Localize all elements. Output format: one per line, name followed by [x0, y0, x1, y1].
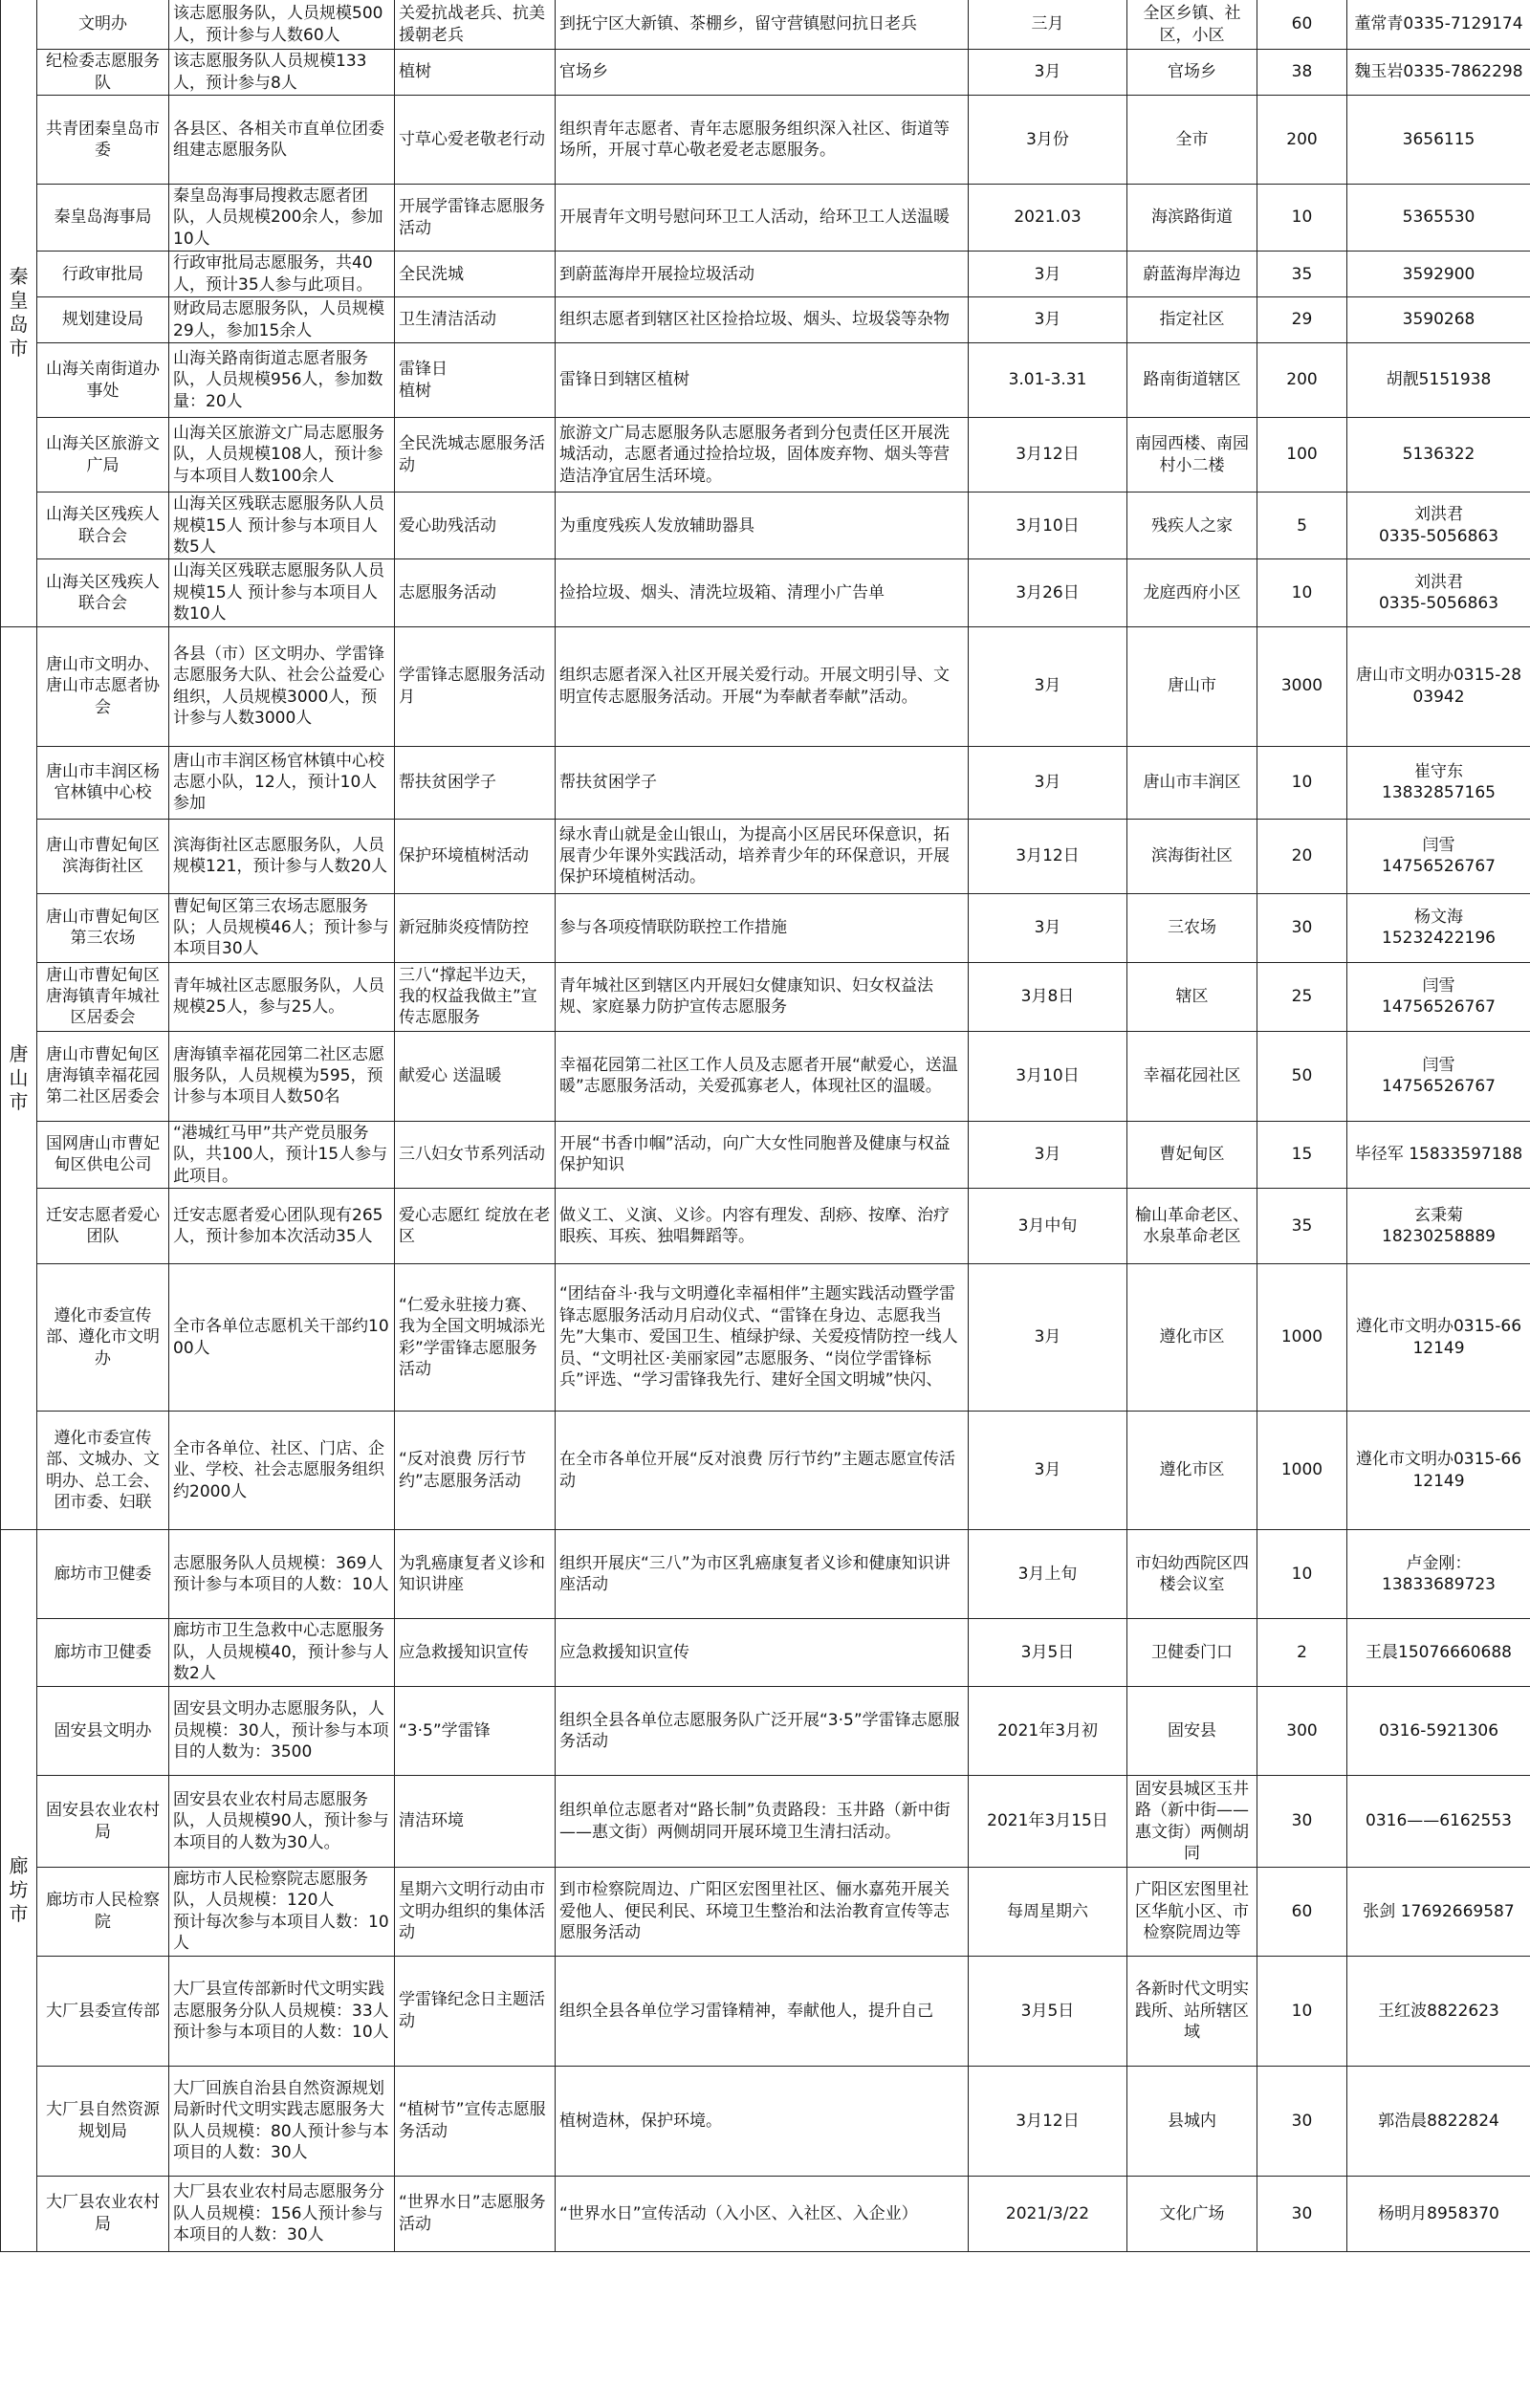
team-cell: 唐山市丰润区杨官林镇中心校志愿小队，12人，预计10人参加 — [169, 746, 395, 819]
participant-count-cell: 50 — [1257, 1031, 1347, 1121]
team-cell: “港城红马甲”共产党员服务队，共100人，预计15人参与此项目。 — [169, 1121, 395, 1188]
unit-cell: 秦皇岛海事局 — [37, 185, 169, 252]
table-row — [1, 0, 1530, 50]
place-cell: 指定社区 — [1127, 297, 1257, 343]
content-cell: 植树造林，保护环境。 — [556, 2066, 969, 2176]
place-cell: 卫健委门口 — [1127, 1619, 1257, 1687]
place-cell: 曹妃甸区 — [1127, 1121, 1257, 1188]
time-cell: 3月份 — [969, 96, 1127, 185]
unit-cell: 山海关区残疾人联合会 — [37, 559, 169, 626]
content-cell: “团结奋斗·我与文明遵化幸福相伴”主题实践活动暨学雷锋志愿服务活动月启动仪式、“雷锋在身边、志愿我当先”大集市、爱国卫生、植绿护绿、关爱疫情防控一线人员、“文明社区·美丽家园”志愿服务、“岗位学雷锋标兵”评选、“学习雷锋我先行、建好全国文明城”快闪、 — [556, 1264, 969, 1412]
time-cell: 3月 — [969, 746, 1127, 819]
team-cell: 廊坊市人民检察院志愿服务队，人员规模：120人 预计每次参与本项目人数：10人 — [169, 1868, 395, 1957]
content-cell: 组织志愿者深入社区开展关爱行动。开展文明引导、文明宣传志愿服务活动。开展“为奉献者奉献”活动。 — [556, 626, 969, 746]
participant-count-cell: 20 — [1257, 819, 1347, 893]
contact-cell: 王红波8822623 — [1347, 1956, 1530, 2066]
content-cell: 绿水青山就是金山银山，为提高小区居民环保意识，拓展青少年课外实践活动，培养青少年的环保意识，开展保护环境植树活动。 — [556, 819, 969, 893]
contact-cell: 崔守东 13832857165 — [1347, 746, 1530, 819]
table-row — [1, 626, 1530, 746]
place-cell: 南园西楼、南园村小二楼 — [1127, 418, 1257, 493]
place-cell: 蔚蓝海岸海边 — [1127, 252, 1257, 297]
table-row — [1, 962, 1530, 1031]
place-cell: 辖区 — [1127, 962, 1257, 1031]
team-cell: 全市各单位志愿机关干部约1000人 — [169, 1264, 395, 1412]
project-cell: 志愿服务活动 — [395, 559, 556, 626]
content-cell: 捡拾垃圾、烟头、清洗垃圾箱、清理小广告单 — [556, 559, 969, 626]
participant-count-cell: 200 — [1257, 343, 1347, 418]
team-cell: 财政局志愿服务队，人员规模29人，参加15余人 — [169, 297, 395, 343]
content-cell: 旅游文广局志愿服务队志愿服务者到分包责任区开展洗城活动，志愿者通过捡拾垃圾，固体废弃物、烟头等营造洁净宜居生活环境。 — [556, 418, 969, 493]
contact-cell: 5136322 — [1347, 418, 1530, 493]
place-cell: 幸福花园社区 — [1127, 1031, 1257, 1121]
team-cell: 固安县文明办志愿服务队，人员规模：30人，预计参与本项目的人数为：3500 — [169, 1687, 395, 1776]
participant-count-cell: 10 — [1257, 1530, 1347, 1619]
unit-cell: 廊坊市卫健委 — [37, 1530, 169, 1619]
unit-cell: 固安县文明办 — [37, 1687, 169, 1776]
team-cell: 各县区、各相关市直单位团委组建志愿服务队 — [169, 96, 395, 185]
participant-count-cell: 60 — [1257, 0, 1347, 50]
table-row — [1, 893, 1530, 962]
participant-count-cell: 29 — [1257, 297, 1347, 343]
contact-cell: 闫雪 14756526767 — [1347, 819, 1530, 893]
team-cell: 全市各单位、社区、门店、企业、学校、社会志愿服务组织约2000人 — [169, 1412, 395, 1530]
contact-cell: 遵化市文明办0315-6612149 — [1347, 1264, 1530, 1412]
unit-cell: 遵化市委宣传部、文城办、文明办、总工会、团市委、妇联 — [37, 1412, 169, 1530]
team-cell: 山海关区残联志愿服务队人员规模15人 预计参与本项目人数10人 — [169, 559, 395, 626]
team-cell: 该志愿服务队人员规模133人，预计参与8人 — [169, 50, 395, 96]
contact-cell: 3656115 — [1347, 96, 1530, 185]
table-row — [1, 1264, 1530, 1412]
participant-count-cell: 100 — [1257, 418, 1347, 493]
unit-cell: 遵化市委宣传部、遵化市文明办 — [37, 1264, 169, 1412]
participant-count-cell: 30 — [1257, 2176, 1347, 2251]
contact-cell: 0316——6162553 — [1347, 1776, 1530, 1868]
contact-cell: 魏玉岩0335-7862298 — [1347, 50, 1530, 96]
project-cell: 为乳癌康复者义诊和知识讲座 — [395, 1530, 556, 1619]
project-cell: 学雷锋纪念日主题活动 — [395, 1956, 556, 2066]
unit-cell: 唐山市曹妃甸区滨海街社区 — [37, 819, 169, 893]
time-cell: 3月 — [969, 1264, 1127, 1412]
place-cell: 路南街道辖区 — [1127, 343, 1257, 418]
team-cell: 山海关路南街道志愿者服务队，人员规模956人，参加数量：20人 — [169, 343, 395, 418]
team-cell: 山海关区旅游文广局志愿服务队，人员规模108人，预计参与本项目人数100余人 — [169, 418, 395, 493]
content-cell: 在全市各单位开展“反对浪费 厉行节约”主题志愿宣传活动 — [556, 1412, 969, 1530]
unit-cell: 廊坊市卫健委 — [37, 1619, 169, 1687]
table-row — [1, 297, 1530, 343]
place-cell: 滨海街社区 — [1127, 819, 1257, 893]
participant-count-cell: 5 — [1257, 493, 1347, 559]
project-cell: 关爱抗战老兵、抗美援朝老兵 — [395, 0, 556, 50]
participant-count-cell: 25 — [1257, 962, 1347, 1031]
time-cell: 3月10日 — [969, 1031, 1127, 1121]
time-cell: 3月 — [969, 297, 1127, 343]
team-cell: 曹妃甸区第三农场志愿服务队；人员规模46人；预计参与本项目30人 — [169, 893, 395, 962]
place-cell: 遵化市区 — [1127, 1264, 1257, 1412]
contact-cell: 5365530 — [1347, 185, 1530, 252]
table-row — [1, 343, 1530, 418]
place-cell: 遵化市区 — [1127, 1412, 1257, 1530]
content-cell: 参与各项疫情联防联控工作措施 — [556, 893, 969, 962]
contact-cell: 0316-5921306 — [1347, 1687, 1530, 1776]
content-cell: 幸福花园第二社区工作人员及志愿者开展“献爱心，送温暖”志愿服务活动，关爱孤寡老人，体现社区的温暖。 — [556, 1031, 969, 1121]
team-cell: 山海关区残联志愿服务队人员规模15人 预计参与本项目人数5人 — [169, 493, 395, 559]
contact-cell: 闫雪 14756526767 — [1347, 1031, 1530, 1121]
table-row — [1, 50, 1530, 96]
city-cell — [1, 1530, 37, 2252]
time-cell: 3月上旬 — [969, 1530, 1127, 1619]
project-cell: 三八妇女节系列活动 — [395, 1121, 556, 1188]
time-cell: 3月26日 — [969, 559, 1127, 626]
table-row — [1, 493, 1530, 559]
contact-cell: 3590268 — [1347, 297, 1530, 343]
content-cell: 开展青年文明号慰问环卫工人活动，给环卫工人送温暖 — [556, 185, 969, 252]
team-cell: 大厂县农业农村局志愿服务分队人员规模：156人预计参与本项目的人数：30人 — [169, 2176, 395, 2251]
content-cell: 组织青年志愿者、青年志愿服务组织深入社区、街道等场所，开展寸草心敬老爱老志愿服务。 — [556, 96, 969, 185]
team-cell: 志愿服务队人员规模：369人 预计参与本项目的人数：10人 — [169, 1530, 395, 1619]
time-cell: 3.01-3.31 — [969, 343, 1127, 418]
team-cell: 滨海街社区志愿服务队，人员规模121，预计参与人数20人 — [169, 819, 395, 893]
participant-count-cell: 30 — [1257, 2066, 1347, 2176]
participant-count-cell: 10 — [1257, 185, 1347, 252]
place-cell: 海滨路街道 — [1127, 185, 1257, 252]
content-cell: 官场乡 — [556, 50, 969, 96]
project-cell: 学雷锋志愿服务活动月 — [395, 626, 556, 746]
contact-cell: 卢金刚： 13833689723 — [1347, 1530, 1530, 1619]
unit-cell: 唐山市文明办、唐山市志愿者协会 — [37, 626, 169, 746]
project-cell: 植树 — [395, 50, 556, 96]
table-row — [1, 1619, 1530, 1687]
content-cell: 组织单位志愿者对“路长制”负责路段：玉井路（新中街——惠文街）两侧胡同开展环境卫生清扫活动。 — [556, 1776, 969, 1868]
table-row — [1, 252, 1530, 297]
table-row — [1, 185, 1530, 252]
place-cell: 唐山市丰润区 — [1127, 746, 1257, 819]
team-cell: 行政审批局志愿服务，共40人，预计35人参与此项目。 — [169, 252, 395, 297]
project-cell: 爱心志愿红 绽放在老区 — [395, 1189, 556, 1264]
unit-cell: 纪检委志愿服务队 — [37, 50, 169, 96]
content-cell: 应急救援知识宣传 — [556, 1619, 969, 1687]
content-cell: 组织志愿者到辖区社区捡拾垃圾、烟头、垃圾袋等杂物 — [556, 297, 969, 343]
contact-cell: 张剑 17692669587 — [1347, 1868, 1530, 1957]
project-cell: 卫生清洁活动 — [395, 297, 556, 343]
city-name: 唐山市 — [9, 1041, 29, 1113]
city-name: 廊坊市 — [9, 1854, 29, 1926]
time-cell: 3月12日 — [969, 418, 1127, 493]
participant-count-cell: 10 — [1257, 559, 1347, 626]
project-cell: “反对浪费 厉行节约”志愿服务活动 — [395, 1412, 556, 1530]
team-cell: 该志愿服务队，人员规模500人，预计参与人数60人 — [169, 0, 395, 50]
contact-cell: 刘洪君 0335-5056863 — [1347, 559, 1530, 626]
contact-cell: 王晨15076660688 — [1347, 1619, 1530, 1687]
place-cell: 榆山革命老区、水泉革命老区 — [1127, 1189, 1257, 1264]
content-cell: “世界水日”宣传活动（入小区、入社区、入企业） — [556, 2176, 969, 2251]
contact-cell: 胡靓5151938 — [1347, 343, 1530, 418]
project-cell: 新冠肺炎疫情防控 — [395, 893, 556, 962]
time-cell: 3月10日 — [969, 493, 1127, 559]
time-cell: 3月 — [969, 252, 1127, 297]
unit-cell: 唐山市曹妃甸区唐海镇幸福花园第二社区居委会 — [37, 1031, 169, 1121]
unit-cell: 国网唐山市曹妃甸区供电公司 — [37, 1121, 169, 1188]
unit-cell: 大厂县委宣传部 — [37, 1956, 169, 2066]
participant-count-cell: 35 — [1257, 252, 1347, 297]
contact-cell: 董常青0335-7129174 — [1347, 0, 1530, 50]
table-row — [1, 1412, 1530, 1530]
unit-cell: 大厂县自然资源规划局 — [37, 2066, 169, 2176]
unit-cell: 唐山市曹妃甸区第三农场 — [37, 893, 169, 962]
team-cell: 青年城社区志愿服务队，人员规模25人，参与25人。 — [169, 962, 395, 1031]
contact-cell: 唐山市文明办0315-2803942 — [1347, 626, 1530, 746]
content-cell: 到抚宁区大新镇、茶棚乡，留守营镇慰问抗日老兵 — [556, 0, 969, 50]
place-cell: 广阳区宏图里社区华航小区、市检察院周边等 — [1127, 1868, 1257, 1957]
project-cell: 献爱心 送温暖 — [395, 1031, 556, 1121]
place-cell: 全市 — [1127, 96, 1257, 185]
project-cell: 全民洗城 — [395, 252, 556, 297]
unit-cell: 迁安志愿者爱心团队 — [37, 1189, 169, 1264]
participant-count-cell: 1000 — [1257, 1264, 1347, 1412]
table-row — [1, 819, 1530, 893]
contact-cell: 杨文海 15232422196 — [1347, 893, 1530, 962]
time-cell: 2021年3月15日 — [969, 1776, 1127, 1868]
time-cell: 2021年3月初 — [969, 1687, 1127, 1776]
time-cell: 3月5日 — [969, 1619, 1127, 1687]
table-row — [1, 2066, 1530, 2176]
content-cell: 组织全县各单位志愿服务队广泛开展“3·5”学雷锋志愿服务活动 — [556, 1687, 969, 1776]
content-cell: 到市检察院周边、广阳区宏图里社区、俪水嘉苑开展关爱他人、便民利民、环境卫生整治和法治教育宣传等志愿服务活动 — [556, 1868, 969, 1957]
participant-count-cell: 60 — [1257, 1868, 1347, 1957]
content-cell: 做义工、义演、义诊。内容有理发、刮痧、按摩、治疗眼疾、耳疾、独唱舞蹈等。 — [556, 1189, 969, 1264]
participant-count-cell: 35 — [1257, 1189, 1347, 1264]
team-cell: 唐海镇幸福花园第二社区志愿服务队，人员规模为595，预计参与本项目人数50名 — [169, 1031, 395, 1121]
time-cell: 3月 — [969, 50, 1127, 96]
unit-cell: 规划建设局 — [37, 297, 169, 343]
team-cell: 固安县农业农村局志愿服务队，人员规模90人，预计参与本项目的人数为30人。 — [169, 1776, 395, 1868]
content-cell: 到蔚蓝海岸开展捡垃圾活动 — [556, 252, 969, 297]
time-cell: 3月 — [969, 626, 1127, 746]
participant-count-cell: 1000 — [1257, 1412, 1347, 1530]
table-row — [1, 1868, 1530, 1957]
project-cell: 全民洗城志愿服务活动 — [395, 418, 556, 493]
team-cell: 大厂县宣传部新时代文明实践志愿服务分队人员规模：33人 预计参与本项目的人数：10人 — [169, 1956, 395, 2066]
table-row — [1, 1956, 1530, 2066]
project-cell: 三八“撑起半边天，我的权益我做主”宣传志愿服务 — [395, 962, 556, 1031]
table-row — [1, 1530, 1530, 1619]
place-cell: 三农场 — [1127, 893, 1257, 962]
place-cell: 各新时代文明实践所、站所辖区域 — [1127, 1956, 1257, 2066]
time-cell: 3月8日 — [969, 962, 1127, 1031]
table-row — [1, 559, 1530, 626]
participant-count-cell: 15 — [1257, 1121, 1347, 1188]
place-cell: 文化广场 — [1127, 2176, 1257, 2251]
table-row — [1, 1121, 1530, 1188]
participant-count-cell: 2 — [1257, 1619, 1347, 1687]
time-cell: 2021.03 — [969, 185, 1127, 252]
content-cell: 雷锋日到辖区植树 — [556, 343, 969, 418]
time-cell: 3月12日 — [969, 819, 1127, 893]
table-row — [1, 2176, 1530, 2251]
participant-count-cell: 38 — [1257, 50, 1347, 96]
project-cell: 开展学雷锋志愿服务活动 — [395, 185, 556, 252]
project-cell: 寸草心爱老敬老行动 — [395, 96, 556, 185]
contact-cell: 杨明月8958370 — [1347, 2176, 1530, 2251]
content-cell: 帮扶贫困学子 — [556, 746, 969, 819]
unit-cell: 唐山市曹妃甸区唐海镇青年城社区居委会 — [37, 962, 169, 1031]
contact-cell: 毕径军 15833597188 — [1347, 1121, 1530, 1188]
contact-cell: 闫雪 14756526767 — [1347, 962, 1530, 1031]
content-cell: 为重度残疾人发放辅助器具 — [556, 493, 969, 559]
place-cell: 龙庭西府小区 — [1127, 559, 1257, 626]
participant-count-cell: 200 — [1257, 96, 1347, 185]
place-cell: 唐山市 — [1127, 626, 1257, 746]
unit-cell: 共青团秦皇岛市委 — [37, 96, 169, 185]
unit-cell: 山海关南街道办事处 — [37, 343, 169, 418]
team-cell: 廊坊市卫生急救中心志愿服务队，人员规模40，预计参与人数2人 — [169, 1619, 395, 1687]
time-cell: 3月 — [969, 893, 1127, 962]
unit-cell: 廊坊市人民检察院 — [37, 1868, 169, 1957]
contact-cell: 3592900 — [1347, 252, 1530, 297]
time-cell: 三月 — [969, 0, 1127, 50]
project-cell: 星期六文明行动由市文明办组织的集体活动 — [395, 1868, 556, 1957]
team-cell: 迁安志愿者爱心团队现有265人，预计参加本次活动35人 — [169, 1189, 395, 1264]
project-cell: 清洁环境 — [395, 1776, 556, 1868]
participant-count-cell: 10 — [1257, 1956, 1347, 2066]
city-name: 秦皇岛市 — [9, 265, 29, 361]
content-cell: 组织全县各单位学习雷锋精神，奉献他人，提升自己 — [556, 1956, 969, 2066]
participant-count-cell: 10 — [1257, 746, 1347, 819]
time-cell: 每周星期六 — [969, 1868, 1127, 1957]
table-row — [1, 418, 1530, 493]
table-row — [1, 1031, 1530, 1121]
project-cell: “仁爱永驻接力赛、我为全国文明城添光彩”学雷锋志愿服务活动 — [395, 1264, 556, 1412]
time-cell: 3月 — [969, 1121, 1127, 1188]
participant-count-cell: 3000 — [1257, 626, 1347, 746]
project-cell: “植树节”宣传志愿服务活动 — [395, 2066, 556, 2176]
city-cell — [1, 0, 37, 626]
project-cell: “世界水日”志愿服务活动 — [395, 2176, 556, 2251]
table-row — [1, 746, 1530, 819]
unit-cell: 大厂县农业农村局 — [37, 2176, 169, 2251]
place-cell: 固安县城区玉井路（新中街——惠文街）两侧胡同 — [1127, 1776, 1257, 1868]
project-cell: 帮扶贫困学子 — [395, 746, 556, 819]
content-cell: 开展“书香巾帼”活动，向广大女性同胞普及健康与权益保护知识 — [556, 1121, 969, 1188]
table-row — [1, 96, 1530, 185]
contact-cell: 玄秉菊 18230258889 — [1347, 1189, 1530, 1264]
time-cell: 3月5日 — [969, 1956, 1127, 2066]
contact-cell: 刘洪君 0335-5056863 — [1347, 493, 1530, 559]
team-cell: 大厂回族自治县自然资源规划局新时代文明实践志愿服务大队人员规模：80人预计参与本项目的人数：30人 — [169, 2066, 395, 2176]
participant-count-cell: 30 — [1257, 893, 1347, 962]
time-cell: 2021/3/22 — [969, 2176, 1127, 2251]
project-cell: 雷锋日 植树 — [395, 343, 556, 418]
time-cell: 3月 — [969, 1412, 1127, 1530]
place-cell: 全区乡镇、社区，小区 — [1127, 0, 1257, 50]
unit-cell: 文明办 — [37, 0, 169, 50]
time-cell: 3月12日 — [969, 2066, 1127, 2176]
unit-cell: 行政审批局 — [37, 252, 169, 297]
place-cell: 残疾人之家 — [1127, 493, 1257, 559]
participant-count-cell: 300 — [1257, 1687, 1347, 1776]
table-row — [1, 1687, 1530, 1776]
team-cell: 秦皇岛海事局搜救志愿者团队，人员规模200余人，参加10人 — [169, 185, 395, 252]
project-cell: 保护环境植树活动 — [395, 819, 556, 893]
place-cell: 县城内 — [1127, 2066, 1257, 2176]
contact-cell: 郭浩晨8822824 — [1347, 2066, 1530, 2176]
unit-cell: 山海关区旅游文广局 — [37, 418, 169, 493]
place-cell: 市妇幼西院区四楼会议室 — [1127, 1530, 1257, 1619]
unit-cell: 固安县农业农村局 — [37, 1776, 169, 1868]
time-cell: 3月中旬 — [969, 1189, 1127, 1264]
project-cell: 应急救援知识宣传 — [395, 1619, 556, 1687]
team-cell: 各县（市）区文明办、学雷锋志愿服务大队、社会公益爱心组织，人员规模3000人，预计参与人数3000人 — [169, 626, 395, 746]
participant-count-cell: 30 — [1257, 1776, 1347, 1868]
place-cell: 官场乡 — [1127, 50, 1257, 96]
city-cell — [1, 626, 37, 1529]
content-cell: 组织开展庆“三八”为市区乳癌康复者义诊和健康知识讲座活动 — [556, 1530, 969, 1619]
table-row — [1, 1189, 1530, 1264]
place-cell: 固安县 — [1127, 1687, 1257, 1776]
contact-cell: 遵化市文明办0315-6612149 — [1347, 1412, 1530, 1530]
project-cell: “3·5”学雷锋 — [395, 1687, 556, 1776]
unit-cell: 唐山市丰润区杨官林镇中心校 — [37, 746, 169, 819]
unit-cell: 山海关区残疾人联合会 — [37, 493, 169, 559]
table-row — [1, 1776, 1530, 1868]
content-cell: 青年城社区到辖区内开展妇女健康知识、妇女权益法规、家庭暴力防护宣传志愿服务 — [556, 962, 969, 1031]
project-cell: 爱心助残活动 — [395, 493, 556, 559]
